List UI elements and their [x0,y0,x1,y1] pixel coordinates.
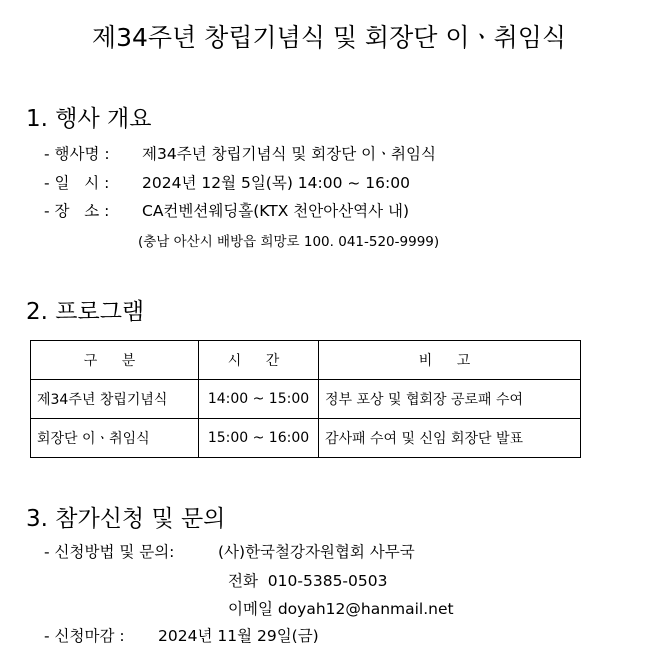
contact-email: 이메일 doyah12@hanmail.net [228,600,454,618]
page-title: 제34주년 창립기념식 및 회장단 이ㆍ취임식 [91,23,567,52]
column-header: 비 고 [319,341,581,380]
column-header: 시 간 [199,341,319,380]
place-value: CA컨벤션웨딩홀(KTX 천안아산역사 내) [142,202,410,220]
deadline-label: - 신청마감 : [44,627,125,645]
table-header-row [31,341,581,380]
program-table [30,340,581,458]
table-cell: 정부 포상 및 협회장 공로패 수여 [319,380,581,419]
contact-phone: 전화 010-5385-0503 [228,572,388,590]
datetime-value: 2024년 12월 5일(목) 14:00 ~ 16:00 [142,174,410,192]
table-cell: 감사패 수여 및 신임 회장단 발표 [319,419,581,458]
section-heading-overview: 1. 행사 개요 [26,106,152,132]
table-cell: 15:00 ~ 16:00 [199,419,319,458]
event-name-label: - 행사명 : [44,145,110,163]
place-address: (충남 아산시 배방읍 희망로 100. 041-520-9999) [138,234,440,250]
datetime-label: - 일 시 : [44,174,110,192]
deadline-value: 2024년 11월 29일(금) [158,627,319,645]
section-heading-registration: 3. 참가신청 및 문의 [26,506,226,532]
table-row [31,380,581,419]
place-label: - 장 소 : [44,202,110,220]
inquiry-label: - 신청방법 및 문의: [44,543,175,561]
table-row [31,419,581,458]
table-cell: 회장단 이ㆍ취임식 [31,419,199,458]
section-heading-program: 2. 프로그램 [26,299,145,325]
column-header: 구 분 [31,341,199,380]
event-name-value: 제34주년 창립기념식 및 회장단 이ㆍ취임식 [142,145,436,163]
table-cell: 14:00 ~ 15:00 [199,380,319,419]
table-cell: 제34주년 창립기념식 [31,380,199,419]
inquiry-value: (사)한국철강자원협회 사무국 [218,543,415,561]
